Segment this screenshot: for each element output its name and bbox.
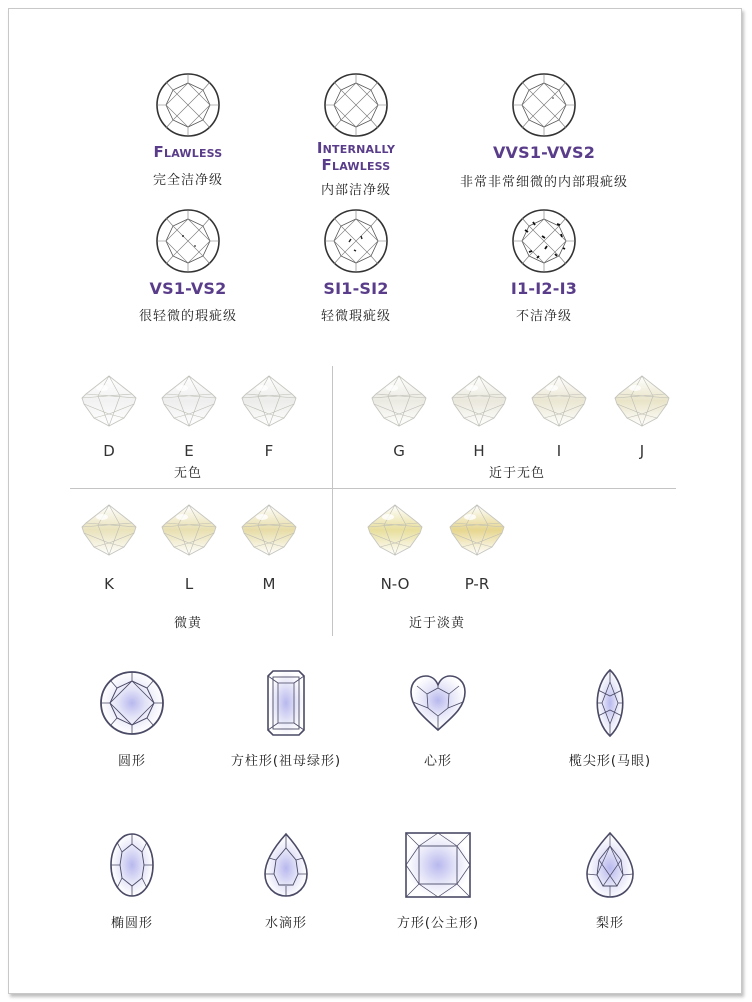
clarity-si bbox=[256, 206, 456, 324]
clarity-cn: 完全洁净级 bbox=[152, 173, 223, 188]
group-label-near-colorless: 近于无色 bbox=[488, 466, 545, 481]
color-grade-item bbox=[69, 503, 149, 593]
diamond-side-view-icon bbox=[446, 503, 508, 557]
teardrop-cut-icon bbox=[251, 830, 321, 900]
group-label-faint-yellow: 微黄 bbox=[173, 616, 202, 631]
clarity-grade-line1: Internally bbox=[316, 139, 396, 157]
divider-vertical bbox=[332, 366, 333, 636]
color-grade-item bbox=[355, 503, 435, 593]
round-cut-icon bbox=[97, 668, 167, 738]
diamond-side-view-icon bbox=[238, 374, 300, 428]
shape-pear bbox=[520, 830, 700, 931]
color-grade-letter: E bbox=[184, 442, 194, 460]
color-grade-item bbox=[229, 374, 309, 460]
color-grade-item bbox=[439, 374, 519, 460]
color-grade-letter: I bbox=[556, 442, 562, 460]
diamond-top-view-icon bbox=[321, 70, 391, 140]
diamond-side-view-icon bbox=[528, 374, 590, 428]
diamond-top-view-icon bbox=[509, 206, 579, 276]
color-grade-item bbox=[69, 374, 149, 460]
color-grade-item bbox=[437, 503, 517, 593]
diamond-top-view-icon bbox=[509, 70, 579, 140]
diamond-side-view-icon bbox=[448, 374, 510, 428]
clarity-cn: 不洁净级 bbox=[515, 309, 572, 324]
emerald-cut-icon bbox=[251, 668, 321, 738]
clarity-included bbox=[444, 206, 644, 324]
color-grade-letter: G bbox=[393, 442, 405, 460]
shape-label: 方形(公主形) bbox=[396, 916, 480, 931]
diamond-side-view-icon bbox=[158, 503, 220, 557]
clarity-grade: Flawless bbox=[153, 143, 223, 161]
princess-cut-icon bbox=[403, 830, 473, 900]
color-grade-item bbox=[229, 503, 309, 593]
shape-round bbox=[42, 668, 222, 769]
clarity-vvs bbox=[444, 70, 644, 190]
shape-label: 榄尖形(马眼) bbox=[568, 754, 652, 769]
color-grade-letter: J bbox=[639, 442, 645, 460]
shape-label: 梨形 bbox=[595, 916, 624, 931]
color-grade-letter: L bbox=[184, 575, 194, 593]
color-grade-letter: K bbox=[104, 575, 114, 593]
color-grade-letter: F bbox=[264, 442, 274, 460]
color-grade-item bbox=[359, 374, 439, 460]
color-grade-letter: N-O bbox=[380, 575, 410, 593]
clarity-cn: 内部洁净级 bbox=[320, 183, 391, 198]
clarity-grade: VS1-VS2 bbox=[149, 279, 227, 298]
shape-label: 圆形 bbox=[117, 754, 146, 769]
diamond-top-view-icon bbox=[153, 70, 223, 140]
shape-princess bbox=[348, 830, 528, 931]
shape-label: 方柱形(祖母绿形) bbox=[230, 754, 342, 769]
diamond-side-view-icon bbox=[78, 374, 140, 428]
divider-horizontal bbox=[70, 488, 676, 489]
heart-cut-icon bbox=[403, 668, 473, 738]
clarity-cn: 轻微瑕疵级 bbox=[320, 309, 391, 324]
pear-cut-icon bbox=[575, 830, 645, 900]
diamond-side-view-icon bbox=[611, 374, 673, 428]
shape-label: 椭圆形 bbox=[110, 916, 153, 931]
group-label-colorless: 无色 bbox=[173, 466, 202, 481]
clarity-cn: 很轻微的瑕疵级 bbox=[138, 309, 237, 324]
color-grade-letter: P-R bbox=[464, 575, 490, 593]
diamond-top-view-icon bbox=[321, 206, 391, 276]
color-grade-item bbox=[149, 374, 229, 460]
diamond-side-view-icon bbox=[78, 503, 140, 557]
clarity-grade: I1-I2-I3 bbox=[510, 279, 578, 298]
color-grade-letter: H bbox=[473, 442, 485, 460]
color-grade-letter: D bbox=[103, 442, 115, 460]
diamond-side-view-icon bbox=[368, 374, 430, 428]
shape-marquise bbox=[520, 668, 700, 769]
clarity-internally-flawless bbox=[256, 70, 456, 198]
shape-label: 心形 bbox=[423, 754, 452, 769]
color-grade-item bbox=[602, 374, 682, 460]
diamond-side-view-icon bbox=[364, 503, 426, 557]
diamond-side-view-icon bbox=[238, 503, 300, 557]
color-grade-item bbox=[149, 503, 229, 593]
shape-label: 水滴形 bbox=[264, 916, 307, 931]
group-label-very-light-yellow: 近于淡黄 bbox=[408, 616, 465, 631]
shape-oval bbox=[42, 830, 222, 931]
diamond-side-view-icon bbox=[158, 374, 220, 428]
oval-cut-icon bbox=[97, 830, 167, 900]
shape-heart bbox=[348, 668, 528, 769]
clarity-grade: SI1-SI2 bbox=[323, 279, 389, 298]
clarity-grade: VVS1-VVS2 bbox=[492, 143, 596, 162]
color-grade-item bbox=[519, 374, 599, 460]
clarity-cn: 非常非常细微的内部瑕疵级 bbox=[459, 175, 628, 190]
diamond-top-view-icon bbox=[153, 206, 223, 276]
color-grade-letter: M bbox=[262, 575, 276, 593]
marquise-cut-icon bbox=[575, 668, 645, 738]
clarity-grade-line2: Flawless bbox=[321, 156, 391, 174]
